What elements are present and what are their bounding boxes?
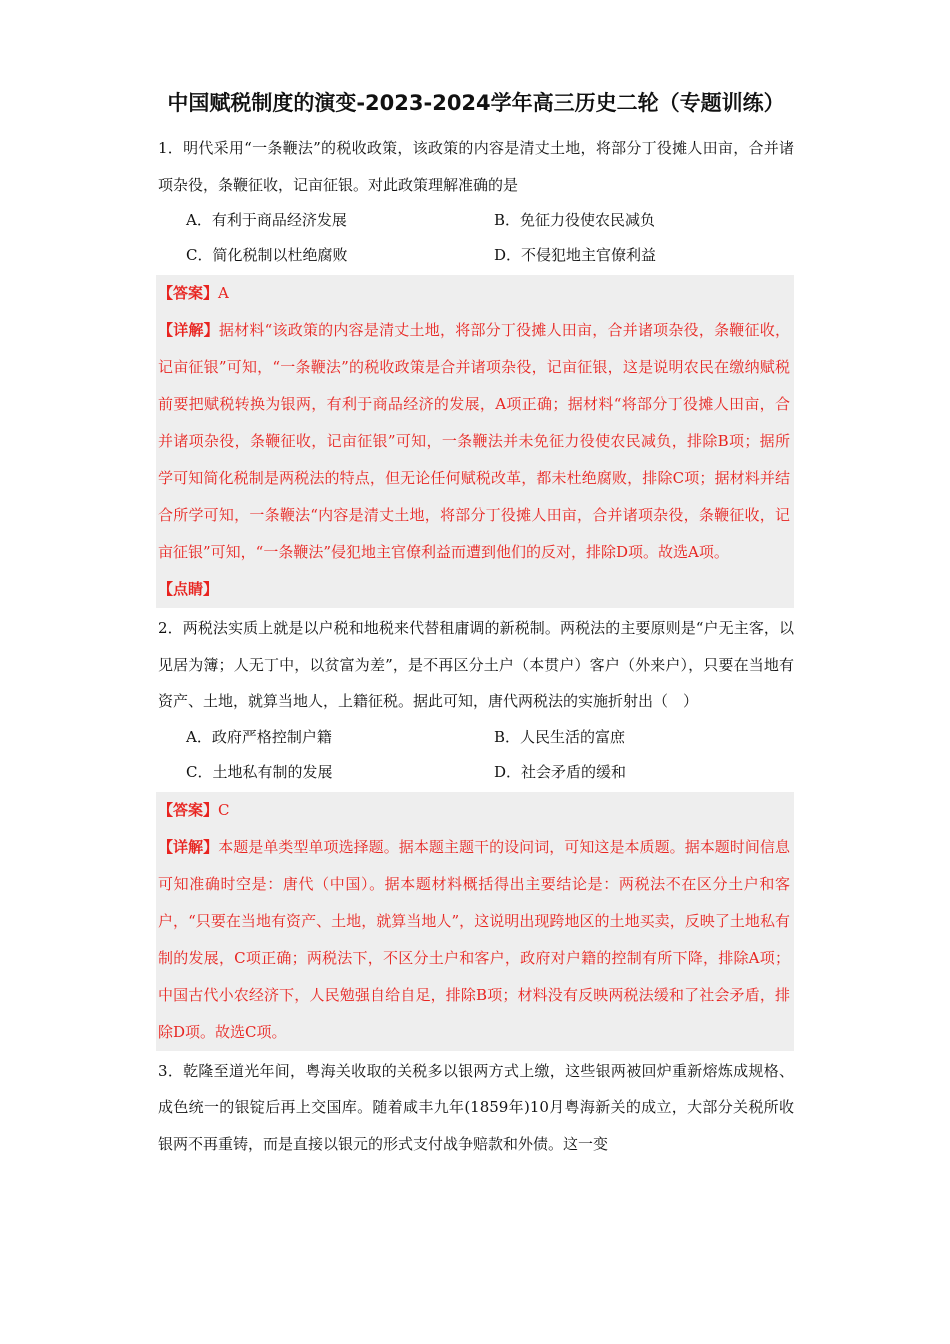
detail-label: 【详解】 (158, 321, 219, 339)
question-2 (158, 610, 794, 1051)
option-b: B．人民生活的富庶 (494, 727, 626, 746)
page-title: 中国赋税制度的演变-2023-2024学年高三历史二轮（专题训练） (167, 91, 785, 115)
option-b: B．免征力役使农民减负 (494, 211, 656, 229)
detail-text: 据材料“该政策的内容是清丈土地，将部分丁役摊人田亩，合并诸项杂役，条鞭征收，记亩征银”可知，“一条鞭法”的税收政策是合并诸项杂役，记亩征银，这是说明农民在缴纳赋税前要把赋税转换为银两，有利于商品经济的发展，A项正确；据材料“将部分丁役摊人田亩，合并诸项杂役，条鞭征收，记亩征银”可知，一条鞭法并未免征力役使农民减负，排除B项；据所学可知简化税制是两税法的特点，但无论任何赋税改革，都未杜绝腐败，排除C项；据材料并结合所学可知，一条鞭法“内容是清丈土地，将部分丁役摊人田亩，合并诸项杂役，条鞭征收，记亩征银”可知，“一条鞭法”侵犯地主官僚利益而遭到他们的反对，排除D项。故选A项。 (158, 321, 790, 561)
point-label: 【点睛】 (158, 580, 219, 598)
detail-paragraph (158, 312, 790, 571)
answer-label: 【答案】 (158, 800, 219, 819)
question-1-options (158, 203, 794, 273)
question-2-options (158, 720, 794, 790)
option-c: C．土地私有制的发展 (186, 762, 333, 781)
option-c: C．简化税制以杜绝腐败 (186, 246, 348, 264)
option-a: A．有利于商品经济发展 (186, 211, 347, 229)
answer-line (158, 792, 790, 829)
document-page (158, 82, 794, 1162)
question-2-answer-box (156, 792, 794, 1051)
answer-value: C (218, 800, 230, 819)
detail-text: 本题是单类型单项选择题。据本题主题干的设问词，可知这是本质题。据本题时间信息可知准确时空是：唐代（中国）。据本题材料概括得出主要结论是：两税法不在区分土户和客户，“只要在当地有资产、土地，就算当地人”，这说明出现跨地区的土地买卖，反映了土地私有制的发展，C项正确；两税法下，不区分土户和客户，政府对户籍的控制有所下降，排除A项；中国古代小农经济下，人民勉强自给自足，排除B项；材料没有反映两税法缓和了社会矛盾，排除D项。故选C项。 (158, 837, 790, 1041)
detail-label: 【详解】 (158, 837, 219, 856)
question-1 (158, 130, 794, 608)
answer-value: A (218, 284, 229, 302)
question-3 (158, 1053, 794, 1163)
question-3-stem: 3．乾隆至道光年间，粤海关收取的关税多以银两方式上缴，这些银两被回炉重新熔炼成规格、成色统一的银锭后再上交国库。随着咸丰九年(1859年)10月粤海新关的成立，大部分关税所收银两不再重铸，而是直接以银元的形式支付战争赔款和外债。这一变 (158, 1061, 794, 1153)
question-1-answer-box (156, 275, 794, 608)
option-d: D．不侵犯地主官僚利益 (494, 246, 657, 264)
answer-label: 【答案】 (158, 284, 219, 302)
option-d: D．社会矛盾的缓和 (494, 762, 627, 781)
point-line (158, 571, 790, 608)
option-a: A．政府严格控制户籍 (186, 727, 332, 746)
answer-line (158, 275, 790, 312)
question-2-stem: 2．两税法实质上就是以户税和地税来代替租庸调的新税制。两税法的主要原则是“户无主客，以见居为簿；人无丁中，以贫富为差”，是不再区分土户（本贯户）客户（外来户），只要在当地有资产、土地，就算当地人，上籍征税。据此可知，唐代两税法的实施折射出（ ） (158, 619, 794, 710)
detail-paragraph (158, 829, 790, 1051)
question-1-stem: 1．明代采用“一条鞭法”的税收政策，该政策的内容是清丈土地，将部分丁役摊人田亩，合并诸项杂役，条鞭征收，记亩征银。对此政策理解准确的是 (158, 139, 794, 194)
